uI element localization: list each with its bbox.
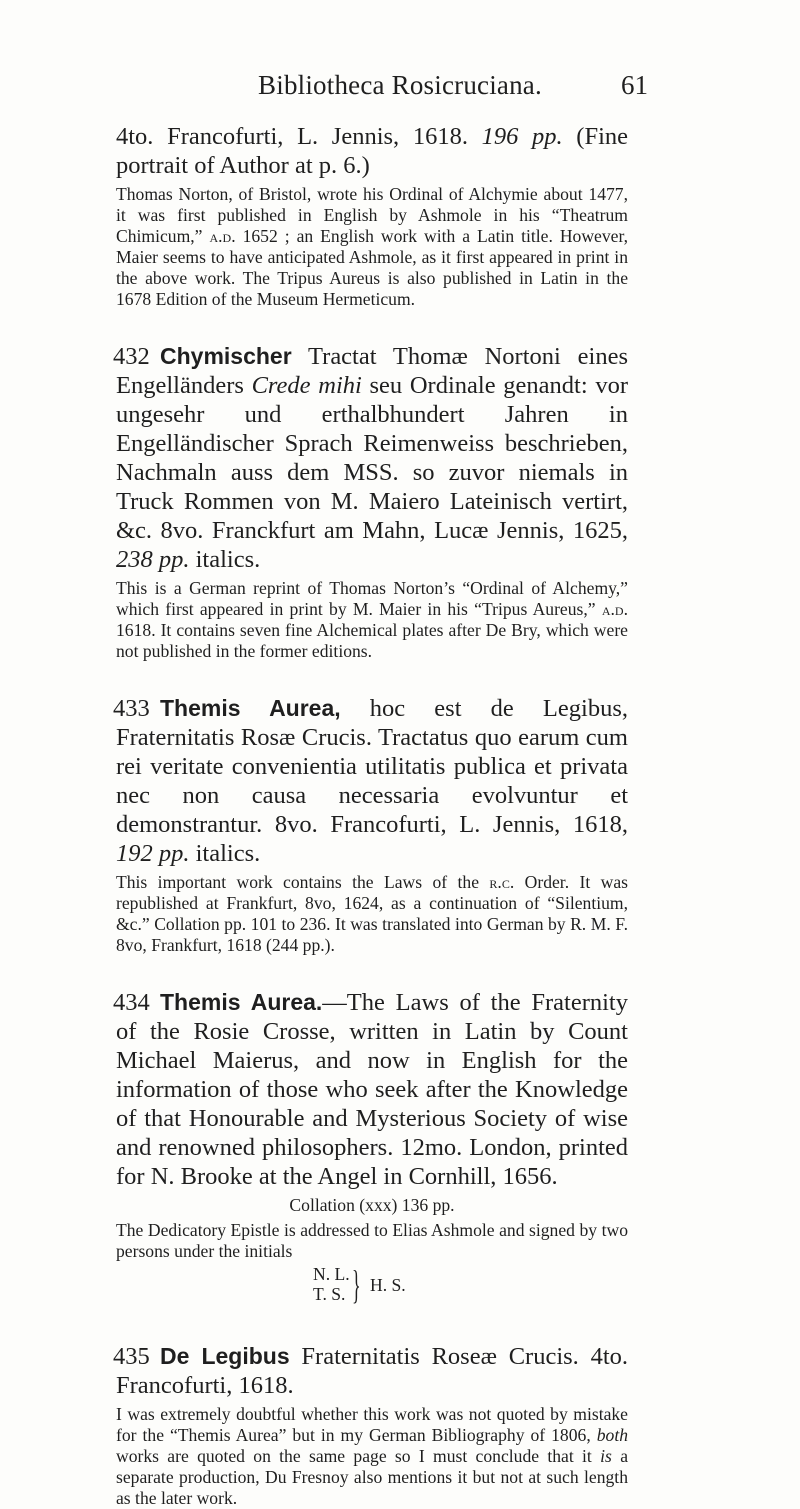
small-caps-text: a.d. [209, 226, 236, 246]
initials-joined: H. S. [370, 1275, 406, 1295]
text-run: (Fine portrait of Author at p. 6.) [116, 123, 629, 179]
text-run: Tractat Thomæ Nortoni eines Engelländers [116, 343, 628, 399]
initials-line-1: N. L. [313, 1264, 350, 1284]
text-run: —The Laws of the Fraternity of the Rosie Crosse, written in Latin by Count Michael Maierus, and now in English for the information of those who seek after the Knowledge of that Honourable and Mysterious Society of wise and renowned philosophers. 12mo. London, printed for N. Brooke at the Angel in Cornhill, 1656. [116, 989, 628, 1190]
text-run: works are quoted on the same page so I must conclude that it [116, 1446, 601, 1466]
entry-note [116, 184, 628, 310]
entry-note [116, 1404, 628, 1509]
text-run: This is a German reprint of Thomas Norton’s “Ordinal of Alchemy,” which first appeared in print by M. Maier in his “Tripus Aureus,” [116, 578, 628, 619]
brace-glyph: } [352, 1262, 361, 1307]
entry-title [116, 988, 628, 1191]
bibliography-entries [113, 122, 629, 1509]
small-caps-text: a.d. [601, 599, 628, 619]
text-run: Order. It was republished at Frankfurt, 8vo, 1624, as a continuation of “Silentium, &c.” Collation pp. 101 to 236. It was translated into German by R. M. F. 8vo, Frankfurt, 1618 (244 pp.). [116, 872, 628, 955]
entry-title [116, 694, 628, 868]
entry-number: 435 [113, 1343, 150, 1370]
signatory-initials [116, 1264, 628, 1310]
entry-keyword: Themis Aurea. [160, 989, 323, 1015]
text-run: hoc est de Legibus, Fraternitatis Rosæ Crucis. Tractatus quo earum cum rei veritate convenientia utilitatis publica et privata nec non causa necessaria evolvuntur et demonstrantur. 8vo. Francofurti, L. Jennis, 1618, [116, 695, 628, 838]
text-run: Thomas Norton, of Bristol, wrote his Ordinal of Alchymie about 1477, it was first published in English by Ashmole in his “Theatrum Chimicum,” [116, 184, 628, 246]
entry-number: 433 [113, 695, 150, 722]
bibliography-entry [116, 122, 628, 310]
small-caps-text: r.c. [489, 872, 515, 892]
text-run: 1618. It contains seven fine Alchemical plates after De Bry, which were not published in the former editions. [116, 620, 628, 661]
italic-text: 238 pp. [116, 546, 190, 573]
text-run: a separate production, Du Fresnoy also mentions it but not at such length as the later work. [116, 1446, 629, 1508]
entry-note [116, 1220, 628, 1262]
text-run: 1652 ; an English work with a Latin title. However, Maier seems to have anticipated Ashmole, as it first appeared in print in the above work. The Tripus Aureus is also published in Latin in the 1678 Edition of the Museum Hermeticum. [116, 226, 628, 309]
text-run: This important work contains the Laws of the [116, 872, 490, 892]
text-run: 4to. Francofurti, L. Jennis, 1618. [116, 123, 482, 150]
entry-title [116, 122, 628, 180]
page-header [0, 70, 800, 110]
text-run: Fraternitatis Roseæ Crucis. 4to. Francofurti, 1618. [116, 1343, 628, 1399]
italic-text: both [596, 1425, 628, 1445]
entry-note [116, 872, 628, 956]
bibliography-entry [113, 694, 628, 956]
entry-keyword: De Legibus [160, 1343, 290, 1369]
bibliography-entry [113, 342, 628, 662]
bibliography-entry [113, 988, 628, 1310]
text-run: italics. [189, 840, 261, 867]
entry-note [116, 578, 628, 662]
running-title: Bibliotheca Rosicruciana. [258, 70, 542, 100]
italic-text: 196 pp. [481, 123, 563, 150]
bibliography-entry [113, 1342, 629, 1509]
entry-keyword: Chymischer [160, 343, 292, 369]
entry-number: 432 [113, 343, 150, 370]
italic-text: Crede mihi [251, 372, 362, 399]
text-run: The Dedicatory Epistle is addressed to Elias Ashmole and signed by two persons under the initials [116, 1220, 628, 1261]
page-number: 61 [621, 70, 648, 100]
entry-title [116, 1342, 628, 1400]
text-run: italics. [189, 546, 261, 573]
italic-text: 192 pp. [116, 840, 190, 867]
text-run: seu Ordinale genandt: vor ungesehr und erthalbhundert Jahren in Engelländischer Sprach Reimenweiss beschrieben, Nachmaln auss dem MSS. so zuvor niemals in Truck Rommen von M. Maiero Lateinisch vertirt, &c. 8vo. Franckfurt am Mahn, Lucæ Jennis, 1625, [116, 372, 628, 544]
text-run: I was extremely doubtful whether this work was not quoted by mistake for the “Themis Aurea” but in my German Bibliography of 1806, [116, 1404, 628, 1445]
entry-keyword: Themis Aurea, [160, 695, 341, 721]
entry-number: 434 [113, 989, 150, 1016]
italic-text: is [600, 1446, 612, 1466]
collation-line: Collation (xxx) 136 pp. [289, 1195, 455, 1215]
entry-title [116, 342, 628, 574]
initials-line-2: T. S. [313, 1284, 346, 1304]
